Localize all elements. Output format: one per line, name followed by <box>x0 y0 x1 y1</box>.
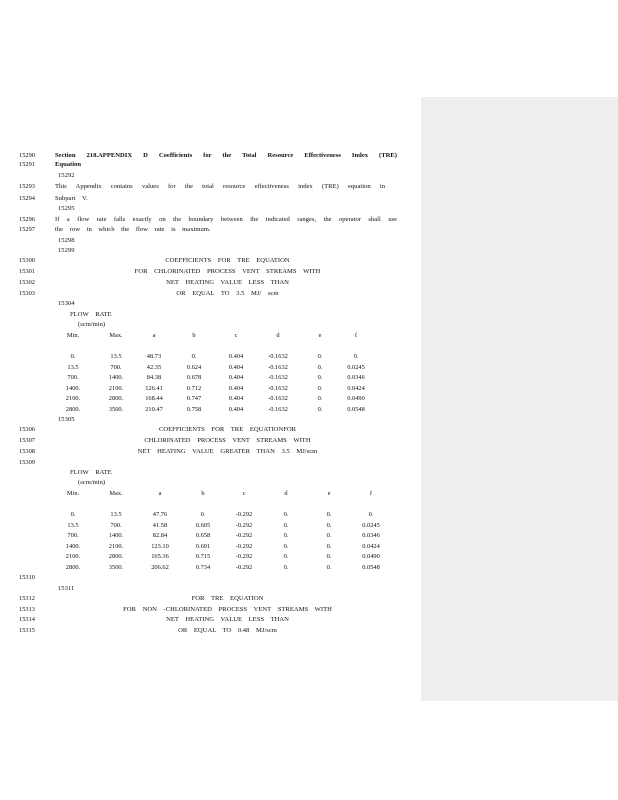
table-cell: -0.1632 <box>268 353 288 360</box>
table-cell: 0. <box>317 353 323 360</box>
table-cell: 0. <box>326 521 332 529</box>
table-cell: 47.76 <box>152 511 168 518</box>
table-cell: 2800. <box>65 564 81 571</box>
table-cell: 0.404 <box>228 363 244 371</box>
table-cell: 0. <box>283 521 289 529</box>
table-cell: 0. <box>70 511 76 518</box>
table-cell: 0. <box>283 553 289 561</box>
table-cell: 0.0245 <box>362 521 380 529</box>
table-cell: 0.691 <box>195 542 211 550</box>
table-cell: 0.747 <box>186 395 202 403</box>
table-cell: 42.35 <box>146 363 162 371</box>
paragraph-text: the row in which the flow rate is maximum. <box>55 226 211 233</box>
line-number: 15309 <box>19 459 35 466</box>
table-cell: 0. <box>200 511 206 518</box>
table-cell: 2100. <box>65 553 81 561</box>
table-cell: 1400. <box>65 384 81 392</box>
line-number: 15290 <box>19 152 35 159</box>
column-header: Min. <box>66 490 80 497</box>
table-cell: 0.658 <box>195 532 211 540</box>
table-cell: 2800. <box>65 406 81 413</box>
table-cell: 2800. <box>108 553 124 561</box>
table-cell: 13.5 <box>67 363 79 371</box>
line-number: 15310 <box>19 574 35 581</box>
table-cell: 1400. <box>108 532 124 540</box>
table-title: FOR CHLORINATED PROCESS VENT STREAMS WITH <box>134 268 321 275</box>
table-cell: 0.715 <box>195 553 211 561</box>
line-number: 15300 <box>19 257 35 264</box>
line-number: 15307 <box>19 437 35 444</box>
table-cell: -0.1632 <box>268 384 288 392</box>
line-number: 15313 <box>19 606 35 613</box>
flow-rate-units: (scm/min) <box>78 479 106 486</box>
table-cell: 0. <box>368 511 374 518</box>
table-cell: 2800. <box>108 395 124 403</box>
table-cell: 0.758 <box>186 406 202 413</box>
table-cell: 168.44 <box>145 395 163 403</box>
line-number: 15315 <box>19 627 35 634</box>
paragraph-number: 15299 <box>58 247 75 254</box>
column-header: Max. <box>109 490 123 497</box>
table-cell: 2100. <box>108 384 124 392</box>
table-cell: -0.292 <box>235 521 253 529</box>
table-cell: 0.0424 <box>362 542 380 550</box>
column-header: Max. <box>109 332 123 339</box>
paragraph-number: 15292 <box>58 172 75 179</box>
section-heading: Section 218.APPENDIX D Coefficients for the Total Resource Effectiveness Index (TRE) <box>55 152 397 159</box>
table-cell: 700. <box>67 532 79 540</box>
table-title: NET HEATING VALUE GREATER THAN 3.5 MJ/scm <box>137 448 318 455</box>
table-title: NET HEATING VALUE LESS THAN <box>166 616 289 623</box>
table-cell: 0. <box>317 374 323 382</box>
line-number: 15294 <box>19 195 35 202</box>
line-number: 15293 <box>19 183 35 190</box>
table-cell: -0.1632 <box>268 363 288 371</box>
comment-margin-panel <box>421 97 618 701</box>
section-heading-cont: Equation <box>55 161 82 168</box>
table-cell: 13.5 <box>67 521 79 529</box>
paragraph-number: 15311 <box>58 585 75 592</box>
table-cell: 0. <box>326 532 332 540</box>
line-number: 15291 <box>19 161 35 168</box>
paragraph-number: 15295 <box>58 205 75 212</box>
table-title: CHLORINATED PROCESS VENT STREAMS WITH <box>144 437 311 444</box>
line-number: 15303 <box>19 290 35 297</box>
table-cell: 0. <box>317 395 323 403</box>
column-header: e <box>327 490 331 497</box>
table-cell: 0. <box>191 353 197 360</box>
table-cell: 0. <box>326 542 332 550</box>
table-title: COEFFICIENTS FOR TRE EQUATIONFOR <box>158 426 297 433</box>
line-number: 15312 <box>19 595 35 602</box>
table-cell: 0.404 <box>228 353 244 360</box>
line-number: 15296 <box>19 216 35 223</box>
table-title: FOR TRE EQUATION <box>191 595 264 602</box>
table-title: COEFFICIENTS FOR TRE EQUATION <box>165 257 290 264</box>
table-cell: -0.1632 <box>268 406 288 413</box>
table-cell: -0.1632 <box>268 395 288 403</box>
line-number: 15297 <box>19 226 35 233</box>
table-cell: 0.0346 <box>347 374 365 382</box>
table-cell: 700. <box>67 374 79 382</box>
table-cell: 700. <box>110 521 122 529</box>
table-cell: 3500. <box>108 406 124 413</box>
table-cell: -0.292 <box>235 542 253 550</box>
table-cell: 2100. <box>108 542 124 550</box>
table-cell: 84.38 <box>146 374 162 382</box>
table-cell: 0.734 <box>195 564 211 571</box>
line-number: 15301 <box>19 268 35 275</box>
paragraph-number: 15298 <box>58 237 75 244</box>
column-header: e <box>318 332 322 339</box>
table-cell: 0.605 <box>195 521 211 529</box>
table-cell: 0. <box>283 511 289 518</box>
table-cell: 165.36 <box>151 553 169 561</box>
table-title: FOR NON -CHLORINATED PROCESS VENT STREAMS WITH <box>123 606 332 613</box>
column-header: f <box>369 490 373 497</box>
column-header: f <box>354 332 358 339</box>
paragraph-text: This Appendix contains values for the total resource effectiveness index (TRE) equation in <box>55 183 385 190</box>
table-cell: 0.0548 <box>362 564 380 571</box>
line-number: 15302 <box>19 279 35 286</box>
column-header: c <box>234 332 238 339</box>
table-cell: 0.0346 <box>362 532 380 540</box>
flow-rate-label: FLOW RATE <box>70 311 112 318</box>
table-cell: 0.0490 <box>347 395 365 403</box>
table-cell: 0.0424 <box>347 384 365 392</box>
table-title: NET HEATING VALUE LESS THAN <box>166 279 289 286</box>
line-number: 15306 <box>19 426 35 433</box>
table-title: OR EQUAL TO 0.48 MJ/scm <box>178 627 277 634</box>
table-cell: 82.84 <box>152 532 168 540</box>
table-cell: 0.404 <box>228 395 244 403</box>
column-header: a <box>158 490 162 497</box>
column-header: b <box>192 332 196 339</box>
table-title: OR EQUAL TO 3.5 MJ/ scm <box>176 290 279 297</box>
line-number: 15314 <box>19 616 35 623</box>
table-cell: 126.41 <box>145 384 163 392</box>
table-cell: 0. <box>326 553 332 561</box>
table-cell: -0.292 <box>235 532 253 540</box>
flow-rate-units: (scm/min) <box>78 321 106 328</box>
table-cell: 0. <box>283 532 289 540</box>
table-cell: -0.1632 <box>268 374 288 382</box>
table-cell: 3500. <box>108 564 124 571</box>
table-cell: 0. <box>317 406 323 413</box>
table-cell: 1400. <box>108 374 124 382</box>
table-cell: 0.404 <box>228 374 244 382</box>
table-cell: 0.0548 <box>347 406 365 413</box>
column-header: d <box>276 332 280 339</box>
table-cell: 700. <box>110 363 122 371</box>
column-header: b <box>201 490 205 497</box>
table-cell: 0. <box>70 353 76 360</box>
paragraph-number: 15304 <box>58 300 75 307</box>
table-cell: 123.10 <box>151 542 169 550</box>
column-header: a <box>152 332 156 339</box>
table-cell: 0. <box>326 511 332 518</box>
table-cell: 0. <box>317 363 323 371</box>
table-cell: 48.73 <box>146 353 162 360</box>
paragraph-number: 15305 <box>58 416 75 423</box>
table-cell: 0.624 <box>186 363 202 371</box>
column-header: c <box>242 490 246 497</box>
table-cell: 2100. <box>65 395 81 403</box>
table-cell: -0.292 <box>235 511 253 518</box>
table-cell: 0.404 <box>228 384 244 392</box>
table-cell: 0. <box>353 353 359 360</box>
table-cell: 0.678 <box>186 374 202 382</box>
flow-rate-label: FLOW RATE <box>70 469 112 476</box>
table-cell: 41.58 <box>152 521 168 529</box>
table-cell: 0. <box>283 564 289 571</box>
table-cell: 0. <box>326 564 332 571</box>
table-cell: 0.404 <box>228 406 244 413</box>
paragraph-text: Subpart V. <box>55 195 88 202</box>
table-cell: 13.5 <box>110 511 122 518</box>
paragraph-text: If a flow rate falls exactly on the boundary between the indicated ranges, the operator shall use <box>55 216 397 223</box>
table-cell: -0.292 <box>235 553 253 561</box>
table-cell: 13.5 <box>110 353 122 360</box>
table-cell: 0.0490 <box>362 553 380 561</box>
column-header: Min. <box>66 332 80 339</box>
table-cell: 206.62 <box>151 564 169 571</box>
table-cell: 0.712 <box>186 384 202 392</box>
table-cell: 0. <box>317 384 323 392</box>
column-header: d <box>284 490 288 497</box>
table-cell: 210.47 <box>145 406 163 413</box>
table-cell: 0.0245 <box>347 363 365 371</box>
table-cell: -0.292 <box>235 564 253 571</box>
line-number: 15308 <box>19 448 35 455</box>
table-cell: 1400. <box>65 542 81 550</box>
table-cell: 0. <box>283 542 289 550</box>
